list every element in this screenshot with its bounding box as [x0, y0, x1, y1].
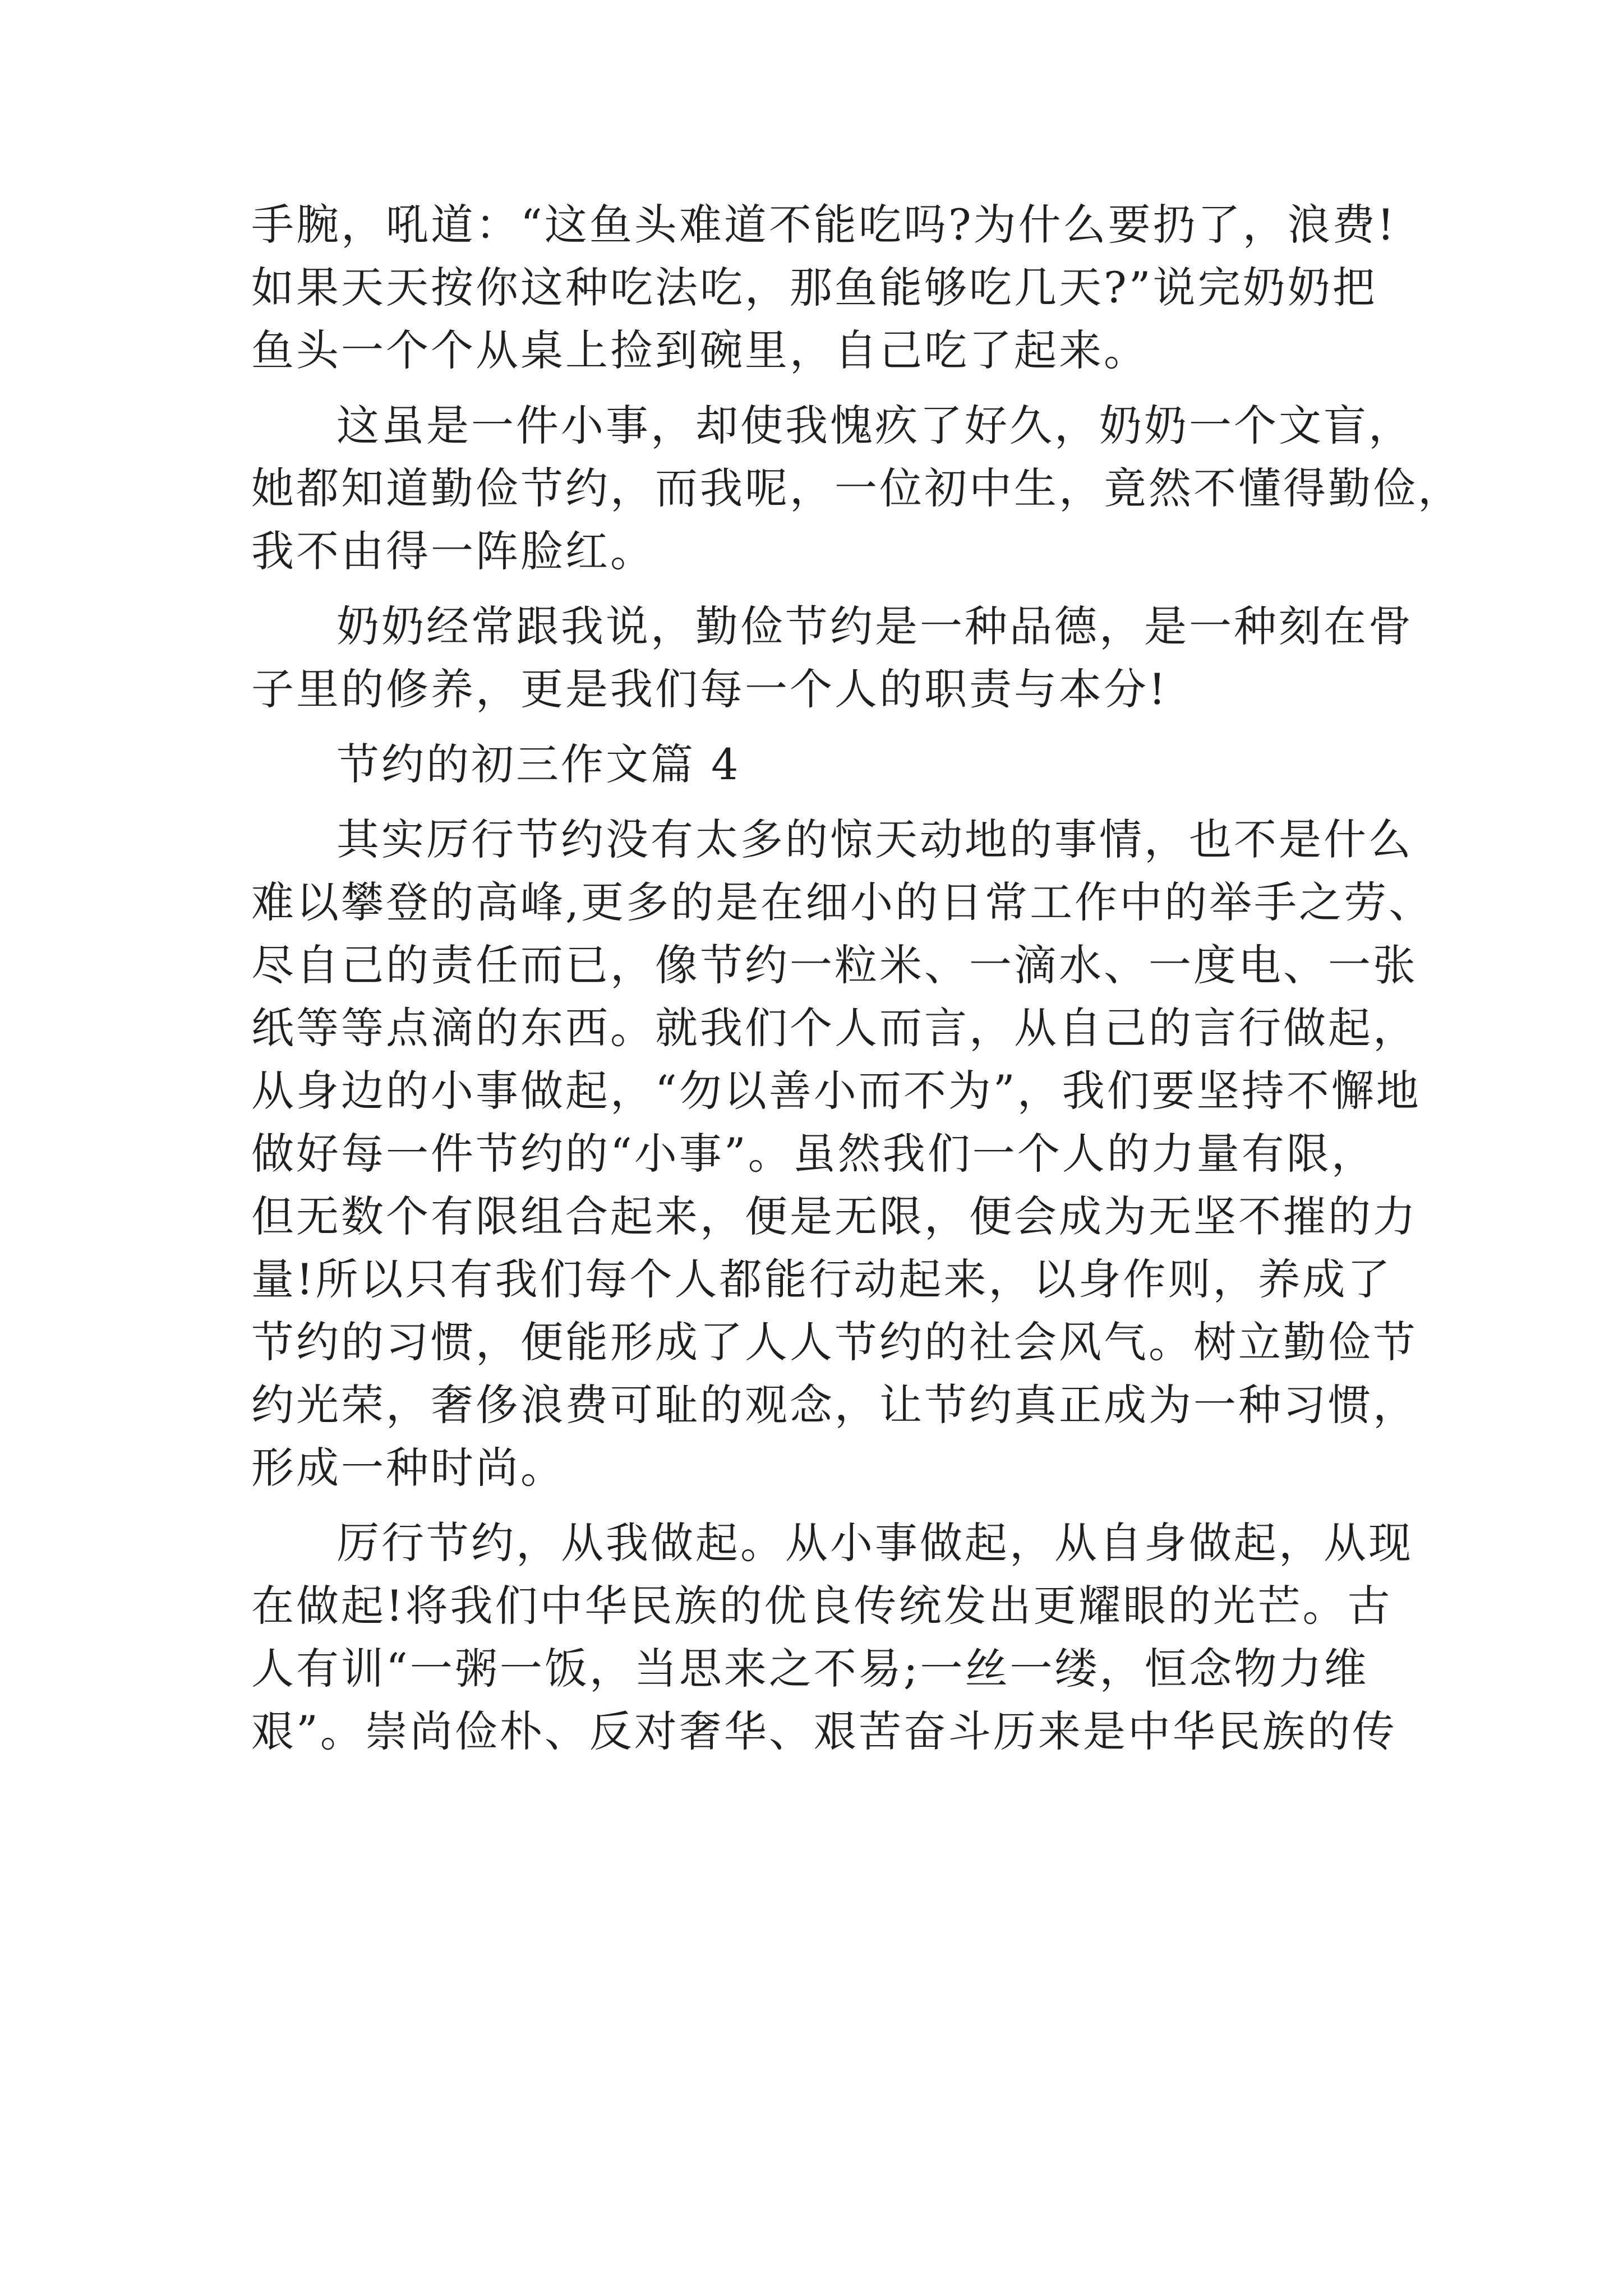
text-line: 鱼头一个个从桌上捡到碗里，自己吃了起来。	[251, 325, 1149, 375]
text-line: 奶奶经常跟我说，勤俭节约是一种品德，是一种刻在骨	[336, 601, 1413, 651]
text-line: 从身边的小事做起，“勿以善小而不为”，我们要坚持不懈地	[251, 1066, 1421, 1116]
text-line: 子里的修养，更是我们每一个人的职责与本分!	[251, 664, 1168, 714]
text-line: 节约的习惯，便能形成了人人节约的社会风气。树立勤俭节	[251, 1317, 1418, 1367]
text-line: 手腕，吼道：“这鱼头难道不能吃吗?为什么要扔了，浪费!	[251, 200, 1397, 250]
text-line: 艰”。崇尚俭朴、反对奢华、艰苦奋斗历来是中华民族的传	[251, 1706, 1397, 1756]
text-line: 我不由得一阵脸红。	[251, 526, 655, 576]
text-line: 但无数个有限组合起来，便是无限，便会成为无坚不摧的力	[251, 1191, 1418, 1241]
text-line: 如果天天按你这种吃法吃，那鱼能够吃几天?”说完奶奶把	[251, 263, 1377, 312]
article-body	[251, 194, 1463, 1763]
text-line: 厉行节约，从我做起。从小事做起，从自身做起，从现	[336, 1518, 1413, 1568]
section-heading: 节约的初三作文篇 4	[336, 739, 741, 789]
text-line: 在做起!将我们中华民族的优良传统发出更耀眼的光芒。古	[251, 1581, 1393, 1631]
text-line: 形成一种时尚。	[251, 1443, 565, 1493]
text-line: 量!所以只有我们每个人都能行动起来，以身作则，养成了	[251, 1254, 1393, 1304]
text-line: 其实厉行节约没有太多的惊天动地的事情，也不是什么	[336, 815, 1413, 864]
text-line: 她都知道勤俭节约，而我呢，一位初中生，竟然不懂得勤俭，	[251, 463, 1463, 513]
text-line: 做好每一件节约的“小事”。虽然我们一个人的力量有限，	[251, 1129, 1376, 1179]
text-line: 这虽是一件小事，却使我愧疚了好久，奶奶一个文盲，	[336, 401, 1413, 450]
text-line: 纸等等点滴的东西。就我们个人而言，从自己的言行做起，	[251, 1003, 1418, 1053]
text-line: 难以攀登的高峰,更多的是在细小的日常工作中的举手之劳、	[251, 877, 1434, 927]
text-line: 尽自己的责任而已，像节约一粒米、一滴水、一度电、一张	[251, 940, 1418, 990]
text-line: 约光荣，奢侈浪费可耻的观念，让节约真正成为一种习惯，	[251, 1380, 1418, 1430]
text-line: 人有训“一粥一饭，当思来之不易;一丝一缕，恒念物力维	[251, 1644, 1369, 1694]
